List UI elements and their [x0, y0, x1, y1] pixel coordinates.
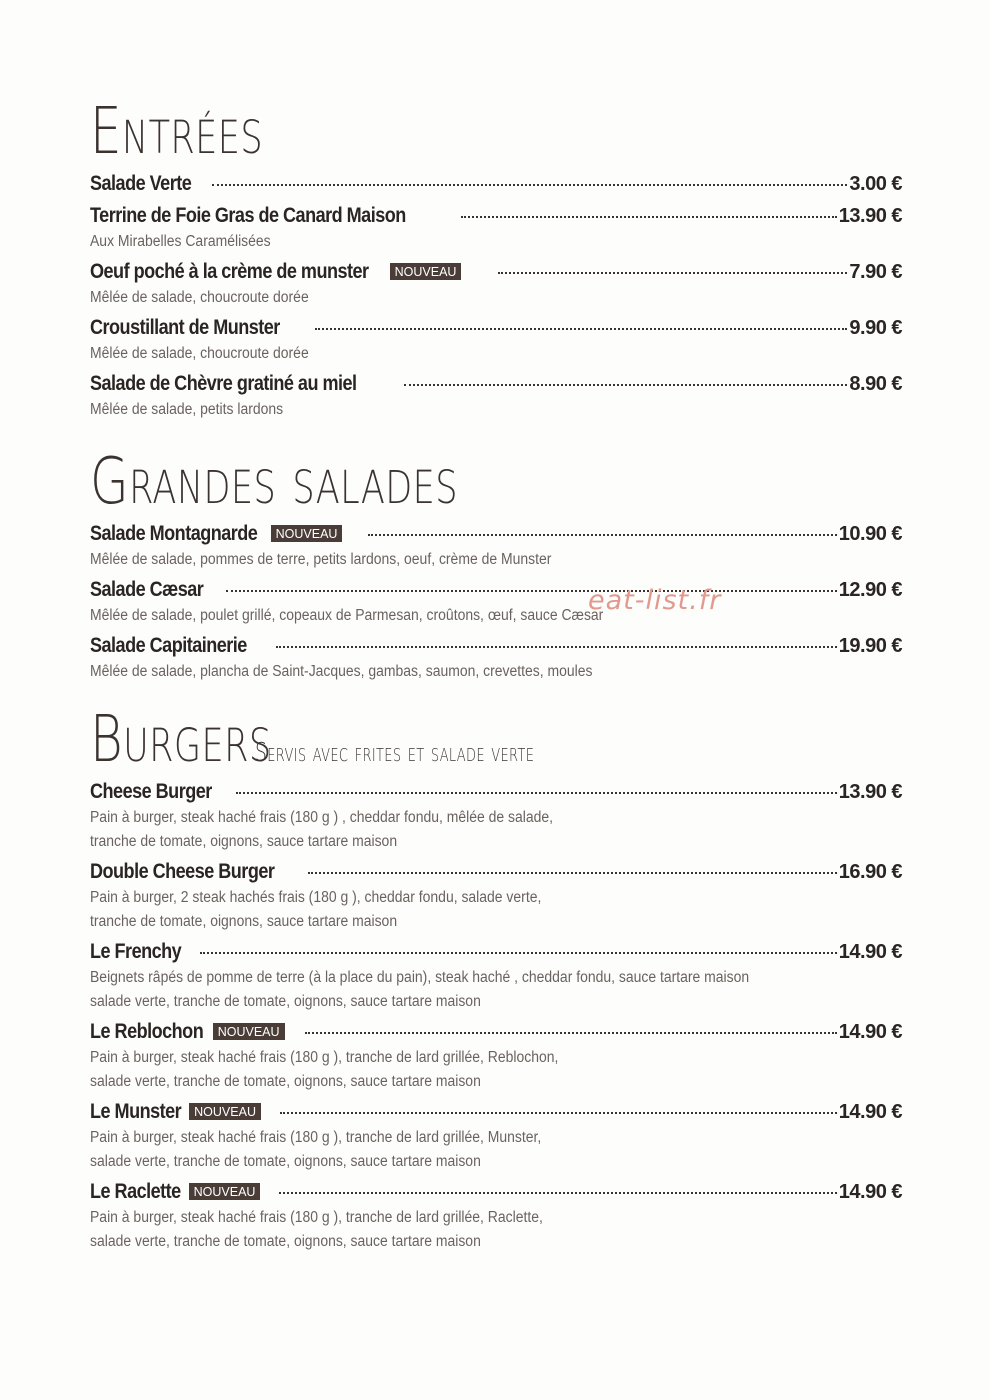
menu-item-line: [90, 316, 902, 342]
menu-page: [90, 95, 902, 1260]
item-price: 12.90 €: [838, 579, 902, 601]
item-name: Double Cheese Burger: [90, 860, 275, 883]
item-name-group: [90, 316, 311, 340]
menu-item-line: [90, 1100, 902, 1126]
item-description: Beignets râpés de pomme de terre (à la place du pain), steak haché , cheddar fondu, sauce tartare maison: [90, 969, 750, 986]
dot-leader: [315, 328, 848, 330]
dot-leader: [276, 646, 836, 648]
menu-item-line: [90, 172, 902, 198]
dot-leader: [226, 590, 837, 592]
menu-item-line: [90, 578, 902, 604]
item-name: Salade Montagnarde: [90, 522, 258, 545]
dot-leader: [461, 216, 837, 218]
item-price: 8.90 €: [849, 373, 902, 395]
item-name-group: [90, 780, 232, 804]
section-title-burgers: [90, 703, 902, 780]
item-description: Mêlée de salade, petits lardons: [90, 401, 284, 418]
item-name-group: [90, 204, 457, 228]
item-price: 14.90 €: [838, 941, 902, 963]
item-description: salade verte, tranche de tomate, oignons, sauce tartare maison: [90, 993, 481, 1010]
section-grandes-salades: [90, 445, 902, 684]
item-description: tranche de tomate, oignons, sauce tartare maison: [90, 913, 398, 930]
item-name-group: [90, 1020, 301, 1044]
item-price: 9.90 €: [849, 317, 902, 339]
item-name-group: [90, 860, 304, 884]
item-description: Pain à burger, 2 steak hachés frais (180 g ), cheddar fondu, salade verte,: [90, 889, 542, 906]
menu-item: [90, 860, 902, 934]
item-description: salade verte, tranche de tomate, oignons, sauce tartare maison: [90, 1233, 481, 1250]
menu-item: [90, 260, 902, 310]
item-description: Pain à burger, steak haché frais (180 g ), tranche de lard grillée, Munster,: [90, 1129, 542, 1146]
menu-item-line: [90, 260, 902, 286]
section-title-text: Grandes salades: [90, 445, 458, 519]
item-description: Pain à burger, steak haché frais (180 g ), tranche de lard grillée, Raclette,: [90, 1209, 543, 1226]
item-name: Salade de Chèvre gratiné au miel: [90, 372, 357, 395]
menu-item: [90, 372, 902, 422]
entrees-list: [90, 172, 902, 422]
item-name: Le Raclette: [90, 1180, 181, 1203]
menu-item-line: [90, 634, 902, 660]
menu-item-line: [90, 1180, 902, 1206]
section-burgers: [90, 703, 902, 1254]
nouveau-badge: NOUVEAU: [271, 525, 343, 542]
menu-item-line: [90, 204, 902, 230]
section-entrees: [90, 95, 902, 422]
nouveau-badge: NOUVEAU: [213, 1023, 285, 1040]
burgers-list: [90, 780, 902, 1254]
item-name: Salade Cæsar: [90, 578, 204, 601]
item-name-group: [90, 940, 196, 964]
salades-list: [90, 522, 902, 684]
item-price: 13.90 €: [838, 781, 902, 803]
item-name-group: [90, 172, 208, 196]
dot-leader: [404, 384, 847, 386]
section-title-text: Entrées: [90, 95, 264, 169]
menu-item: [90, 940, 902, 1014]
item-name-group: [90, 1100, 276, 1124]
item-name-group: [90, 578, 222, 602]
item-name: Salade Verte: [90, 172, 192, 195]
item-price: 3.00 €: [849, 173, 902, 195]
dot-leader: [280, 1112, 837, 1114]
item-price: 13.90 €: [838, 205, 902, 227]
menu-item-line: [90, 780, 902, 806]
item-name: Cheese Burger: [90, 780, 212, 803]
item-description: tranche de tomate, oignons, sauce tartare maison: [90, 833, 398, 850]
item-description: Mêlée de salade, pommes de terre, petits lardons, oeuf, crème de Munster: [90, 551, 552, 568]
item-name-group: [90, 372, 400, 396]
dot-leader: [498, 272, 848, 274]
dot-leader: [279, 1192, 836, 1194]
dot-leader: [212, 184, 848, 186]
menu-item-line: [90, 1020, 902, 1046]
item-description: Pain à burger, steak haché frais (180 g ), tranche de lard grillée, Reblochon,: [90, 1049, 559, 1066]
dot-leader: [236, 792, 837, 794]
section-subtitle: Servis avec frites et salade verte: [255, 738, 535, 768]
item-description: salade verte, tranche de tomate, oignons, sauce tartare maison: [90, 1153, 481, 1170]
item-name: Oeuf poché à la crème de munster: [90, 260, 369, 283]
item-price: 16.90 €: [838, 861, 902, 883]
section-title-text: Burgers: [90, 703, 272, 777]
item-name: Le Reblochon: [90, 1020, 204, 1043]
menu-item: [90, 1100, 902, 1174]
menu-item: [90, 1180, 902, 1254]
item-price: 14.90 €: [838, 1021, 902, 1043]
item-description: Pain à burger, steak haché frais (180 g ) , cheddar fondu, mêlée de salade,: [90, 809, 553, 826]
item-price: 14.90 €: [838, 1181, 902, 1203]
item-name: Terrine de Foie Gras de Canard Maison: [90, 204, 406, 227]
item-name: Salade Capitainerie: [90, 634, 247, 657]
menu-item-line: [90, 372, 902, 398]
item-name: Le Munster: [90, 1100, 182, 1123]
dot-leader: [200, 952, 837, 954]
watermark: eat-list.fr: [588, 585, 722, 616]
menu-item-line: [90, 522, 902, 548]
item-price: 10.90 €: [838, 523, 902, 545]
nouveau-badge: NOUVEAU: [189, 1103, 261, 1120]
dot-leader: [308, 872, 836, 874]
item-name-group: [90, 1180, 275, 1204]
item-name-group: [90, 634, 272, 658]
dot-leader: [368, 534, 836, 536]
item-description: Mêlée de salade, poulet grillé, copeaux de Parmesan, croûtons, œuf, sauce Cæsar: [90, 607, 604, 624]
menu-item: [90, 634, 902, 684]
item-description: Mêlée de salade, choucroute dorée: [90, 289, 309, 306]
item-price: 14.90 €: [838, 1101, 902, 1123]
item-price: 7.90 €: [849, 261, 902, 283]
item-description: Mêlée de salade, choucroute dorée: [90, 345, 309, 362]
item-name: Croustillant de Munster: [90, 316, 280, 339]
item-description: salade verte, tranche de tomate, oignons, sauce tartare maison: [90, 1073, 481, 1090]
nouveau-badge: NOUVEAU: [390, 263, 462, 280]
menu-item: [90, 204, 902, 254]
menu-item: [90, 1020, 902, 1094]
menu-item-line: [90, 860, 902, 886]
section-title-entrees: [90, 95, 902, 172]
item-description: Aux Mirabelles Caramélisées: [90, 233, 271, 250]
item-description: Mêlée de salade, plancha de Saint-Jacques, gambas, saumon, crevettes, moules: [90, 663, 593, 680]
menu-item-line: [90, 940, 902, 966]
item-name: Le Frenchy: [90, 940, 182, 963]
menu-item: [90, 522, 902, 572]
section-title-grandes-salades: [90, 445, 902, 522]
item-price: 19.90 €: [838, 635, 902, 657]
item-name-group: [90, 522, 364, 546]
menu-item: [90, 316, 902, 366]
dot-leader: [305, 1032, 836, 1034]
menu-item: [90, 578, 902, 628]
menu-item: [90, 780, 902, 854]
item-name-group: [90, 260, 494, 284]
menu-item: [90, 172, 902, 198]
nouveau-badge: NOUVEAU: [189, 1183, 261, 1200]
